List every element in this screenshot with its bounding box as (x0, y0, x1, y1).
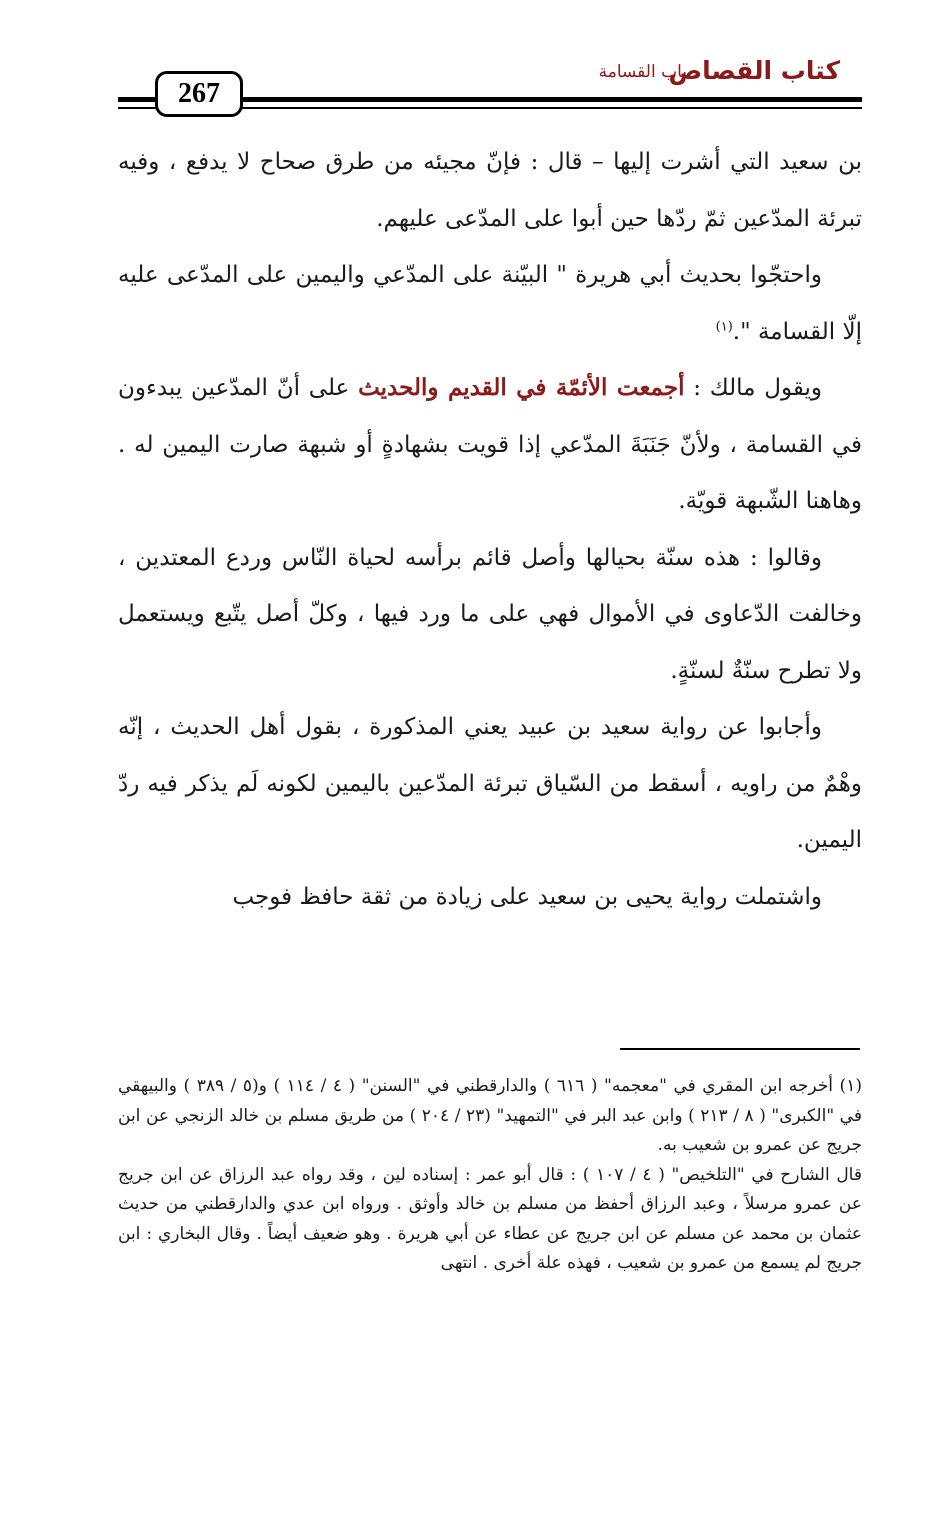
paragraph-4: وقالوا : هذه سنّة بحيالها وأصل قائم برأسه لحياة النّاس وردع المعتدين ، وخالفت الدّعاوى في الأموال فهي على ما ورد فيها ، وكلّ أصل يتّبع ويستعمل ولا تطرح سنّةٌ لسنّةٍ. (118, 544, 862, 684)
book-title: كتاب القصاص (668, 56, 840, 85)
page-number: 267 (178, 78, 220, 109)
chapter-title: باب القسامة (598, 62, 687, 82)
paragraph-3 (118, 360, 862, 530)
paragraph-1: بن سعيد التي أشرت إليها – قال : فإنّ مجيئه من طرق صحاح لا يدفع ، وفيه تبرئة المدّعين ثمّ ردّها حين أبوا على المدّعى عليهم. (118, 149, 862, 232)
footnote-reference-1[interactable]: (١) (715, 318, 733, 334)
main-text (118, 134, 862, 925)
page-number-badge (155, 71, 243, 117)
footnotes (118, 1072, 862, 1279)
paragraph-3-end: على أنّ المدّعين يبدءون في القسامة ، ولأنّ جَنَبَةَ المدّعي إذا قويت بشهادةٍ أو شبهة صارت اليمين له . وهاهنا الشّبهة قويّة. (118, 375, 862, 514)
paragraph-3-start: ويقول مالك : (684, 375, 822, 401)
footnote-1-continuation: قال الشارح في "التلخيص" ( ٤ / ١٠٧ ) : قال أبو عمر : إسناده لين ، وقد رواه عبد الرزاق عن ابن جريج عن عمرو مرسلاً ، وعبد الرزاق أحفظ من مسلم بن خالد وأوثق . ورواه ابن عدي والدارقطني من حديث عثمان بن محمد عن مسلم عن ابن جريج عن عطاء عن أبي هريرة . وهو ضعيف أيضاً . وقال البخاري : ابن جريج لم يسمع من عمرو بن شعيب ، فهذه علة أخرى . انتهى (118, 1164, 862, 1273)
highlighted-phrase: أجمعت الأئمّة في القديم والحديث (358, 374, 685, 401)
footnote-1: (١) أخرجه ابن المقري في "معجمه" ( ٦١٦ ) والدارقطني في "السنن" ( ٤ / ١١٤ ) و(٥ / ٣٨٩ ) والبيهقي في "الكبرى" ( ٨ / ٢١٣ ) وابن عبد البر في "التمهيد" (٢٣ / ٢٠٤ ) من طريق مسلم بن خالد الزنجي عن ابن جريج عن عمرو بن شعيب به. (118, 1076, 862, 1155)
paragraph-5: وأجابوا عن رواية سعيد بن عبيد يعني المذكورة ، بقول أهل الحديث ، إنّه وهْمٌ من راويه ، أسقط من السّياق تبرئة المدّعين باليمين لكونه لَم يذكر فيه ردّ اليمين. (118, 714, 862, 853)
paragraph-6: واشتملت رواية يحيى بن سعيد على زيادة من ثقة حافظ فوجب (232, 883, 822, 910)
paragraph-2 (118, 247, 862, 360)
footnote-separator (620, 1048, 860, 1050)
paragraph-2-text: واحتجّوا بحديث أبي هريرة " البيّنة على المدّعي واليمين على المدّعى عليه إلّا القسامة ". (118, 262, 862, 345)
